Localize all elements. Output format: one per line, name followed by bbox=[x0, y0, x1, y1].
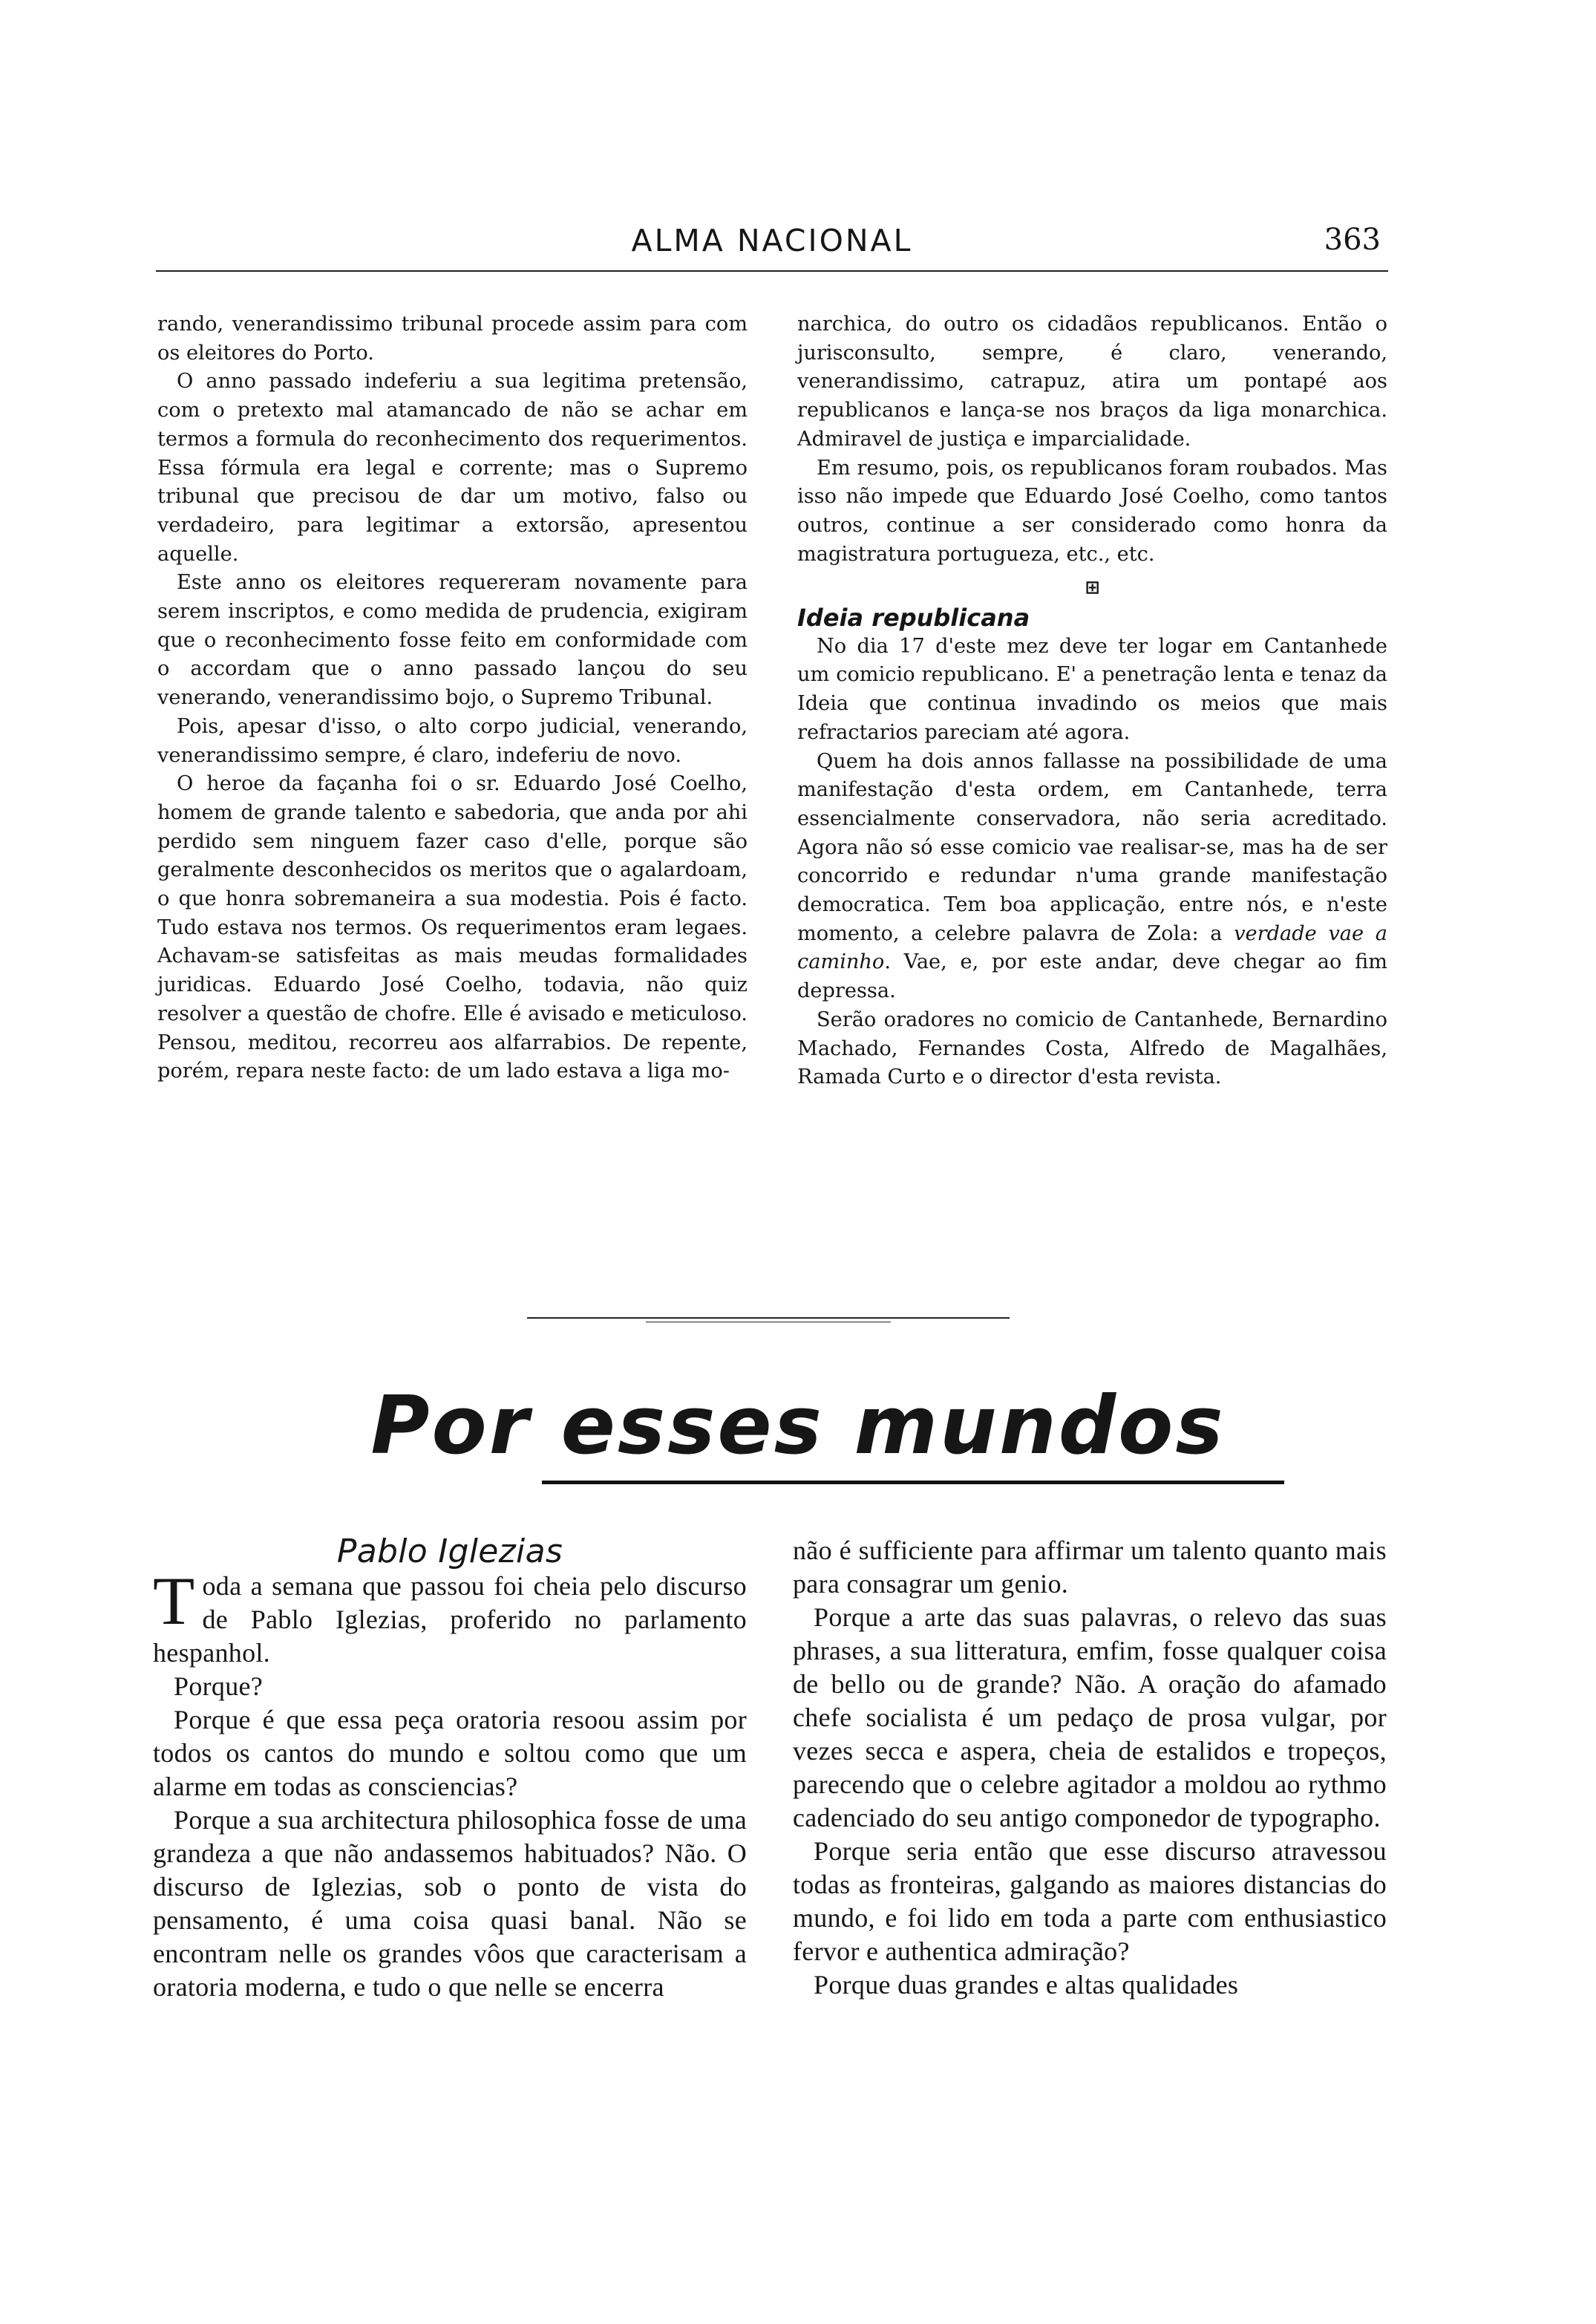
paragraph: Serão oradores no comicio de Cantanhede, Bernardino Machado, Fernandes Costa, Alfredo de Magalhães, Ramada Curto e o director d'esta revista. bbox=[797, 1008, 1387, 1089]
first-paragraph bbox=[153, 1563, 747, 1670]
journal-title: ALMA NACIONAL bbox=[631, 223, 913, 258]
page-number: 363 bbox=[1324, 223, 1381, 257]
article-title: Pablo Iglezias bbox=[336, 1533, 563, 1570]
paragraph: não é sufficiente para affirmar um talento quanto mais para consagrar um genio. bbox=[793, 1535, 1387, 1599]
paragraph: Porque a arte das suas palavras, o relevo das suas phrases, a sua litteratura, emfim, fosse qualquer coisa de bello ou de grande? Não. A oração do afamado chefe socialista é um pedaço de prosa vulgar, por vezes secca e aspera, cheia de estalidos e tropeços, parecendo que o celebre agitador a moldou ao rythmo cadenciado do seu antigo componedor de typographo. bbox=[793, 1602, 1387, 1832]
paragraph: Porque duas grandes e altas qualidades bbox=[814, 1970, 1239, 2000]
paragraph: Porque é que essa peça oratoria resoou assim por todos os cantos do mundo e soltou como que um alarme em todas as consciencias? bbox=[153, 1705, 747, 1801]
paragraph: rando, venerandissimo tribunal procede assim para com os eleitores do Porto. bbox=[157, 313, 748, 365]
top-left-column bbox=[157, 310, 748, 1086]
section-heading-rule bbox=[542, 1481, 1284, 1484]
article-left-column bbox=[153, 1534, 747, 2004]
paragraph bbox=[797, 748, 1387, 1006]
paragraph: narchica, do outro os cidadãos republicanos. Então o jurisconsulto, sempre, é claro, venerando, venerandissimo, catrapuz, atira um pontapé aos republicanos e lança-se nos braços da liga monarchica. Admiravel de justiça e imparcialidade. bbox=[797, 313, 1387, 451]
paragraph: Este anno os eleitores requereram novamente para serem inscriptos, e como medida de prudencia, exigiram que o reconhecimento fosse feito em conformidade com o accordam que o anno passado lançou do seu venerando, venerandissimo bojo, o Supremo Tribunal. bbox=[157, 571, 748, 710]
section-heading: Por esses mundos bbox=[370, 1380, 1226, 1472]
paragraph: Pois, apesar d'isso, o alto corpo judicial, venerando, venerandissimo sempre, é claro, indeferiu de novo. bbox=[157, 714, 748, 767]
dropcap-letter: T bbox=[153, 1563, 195, 1639]
paragraph: O anno passado indeferiu a sua legitima pretensão, com o pretexto mal atamancado de não se achar em termos a formula do reconhecimento dos requerimentos. Essa fórmula era legal e corrente; mas o Supremo tribunal que precisou de dar um motivo, falso ou verdadeiro, para legitimar a extorsão, apresentou aquelle. bbox=[157, 370, 748, 566]
quote-prefix: a bbox=[1198, 921, 1234, 945]
section-ornament-icon: ⊞ bbox=[1085, 577, 1100, 598]
article-right-column bbox=[793, 1534, 1387, 2002]
page-header bbox=[156, 220, 1388, 270]
paragraph: No dia 17 d'este mez deve ter logar em Cantanhede um comicio republicano. E' a penetração lenta e tenaz da Ideia que continua invadindo os meios que mais refractarios pareciam até agora. bbox=[797, 634, 1387, 744]
paragraph: Em resumo, pois, os republicanos foram roubados. Mas isso não impede que Eduardo José Coelho, como tantos outros, continue a ser considerado como honra da magistratura portugueza, etc., etc. bbox=[797, 456, 1387, 566]
paragraph: Porque? bbox=[174, 1671, 264, 1701]
paragraph-text: Quem ha dois annos fallasse na possibilidade de uma manifestação d'esta ordem, em Cantanhede, terra essencialmente conservadora, não seria acreditado. Agora não só esse comicio vae realisar-se, mas ha de ser concorrido e redundar n'uma grande manifestação democratica. Tem boa applicação, entre nós, e n'este momento, a celebre palavra de Zola: bbox=[797, 749, 1387, 945]
paragraph: Porque seria então que esse discurso atravessou todas as fronteiras, galgando as maiores distancias do mundo, e foi lido em toda a parte com enthusiastico fervor e authentica admiração? bbox=[793, 1836, 1387, 1966]
paragraph: Porque a sua architectura philosophica fosse de uma grandeza a que não andassemos habituados? Não. O discurso de Iglezias, sob o ponto de vista do pensamento, é uma coisa quasi banal. Não se encontram nelle os grandes vôos que caracterisam a oratoria moderna, e tudo o que nelle se encerra bbox=[153, 1805, 747, 2002]
zola-quote: verdade vae a caminho bbox=[797, 921, 1387, 974]
quote-suffix: . Vae, e, por este andar, deve chegar ao fim depressa. bbox=[797, 950, 1387, 1003]
section-title: Ideia republicana bbox=[797, 604, 1030, 633]
section-divider bbox=[527, 1317, 1010, 1319]
header-rule bbox=[156, 270, 1388, 272]
first-paragraph-text: oda a semana que passou foi cheia pelo discurso de Pablo Iglezias, proferido no parlamento hespanhol. bbox=[153, 1571, 747, 1668]
top-right-column bbox=[797, 310, 1387, 1092]
paragraph: O heroe da façanha foi o sr. Eduardo José Coelho, homem de grande talento e sabedoria, que anda por ahi perdido sem ninguem fazer caso d'elle, porque são geralmente desconhecidos os meritos que o agalardoam, o que honra sobremaneira a sua modestia. Pois é facto. Tudo estava nos termos. Os requerimentos eram legaes. Achavam-se satisfeitas as mais meudas formalidades juridicas. Eduardo José Coelho, todavia, não quiz resolver a questão de chofre. Elle é avisado e meticuloso. Pensou, meditou, recorreu aos alfarrabios. De repente, porém, repara neste facto: de um lado estava a liga mo- bbox=[157, 772, 748, 1083]
